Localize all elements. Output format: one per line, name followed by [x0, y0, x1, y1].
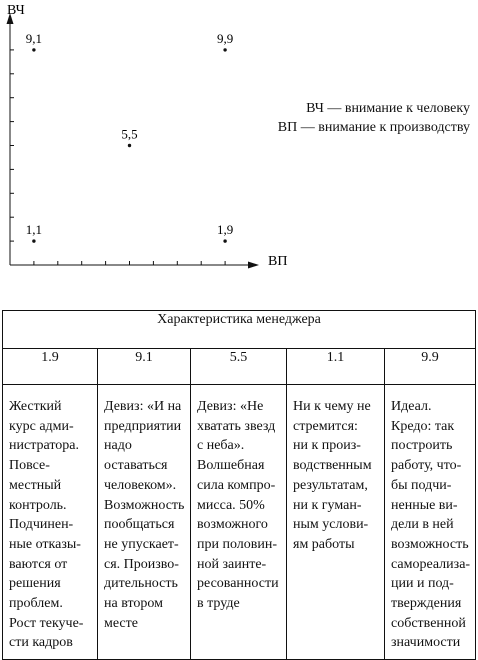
description-line: работу, что- — [391, 458, 462, 474]
description-line: Возможность — [104, 497, 185, 513]
description-line: ные отказы- — [9, 536, 81, 552]
description-line: проблем. — [9, 596, 63, 612]
description-line: ни к произ- — [293, 438, 361, 454]
grid-point-label: 1,9 — [216, 222, 234, 238]
description-line: мисса. 50% — [197, 497, 265, 513]
description-line: Ни к чему не — [293, 399, 371, 414]
column-header-5-5: 5.5 — [191, 349, 287, 385]
description-line: ции и под- — [391, 576, 454, 592]
x-axis-arrow — [248, 262, 259, 269]
description-9-1 — [98, 385, 191, 660]
description-line: результатам, — [293, 477, 368, 493]
description-line: оставаться — [104, 458, 168, 474]
y-axis-label: ВЧ — [7, 3, 25, 18]
y-axis-ticks — [10, 50, 14, 241]
description-9-9 — [385, 385, 476, 660]
description-line: дительность — [104, 576, 178, 592]
description-line: человеком». — [104, 477, 177, 493]
legend-item-vch: ВЧ — внимание к человеку — [306, 101, 470, 116]
description-line: Подчинен- — [9, 517, 74, 533]
description-line: в труде — [197, 596, 240, 612]
description-line: Девиз: «Не — [197, 399, 264, 414]
description-line: водственным — [293, 458, 372, 474]
manager-characteristics-table — [2, 310, 476, 660]
grid-point — [32, 48, 35, 51]
x-axis-ticks — [34, 261, 225, 265]
column-header-1-9: 1.9 — [3, 349, 98, 385]
description-1-1 — [287, 385, 385, 660]
description-line: собственной — [391, 615, 466, 631]
description-line: значимости — [391, 635, 461, 651]
description-line: возможного — [197, 517, 268, 533]
description-1-9 — [3, 385, 98, 660]
description-line: сти кадров — [9, 635, 73, 651]
grid-point — [223, 239, 226, 242]
grid-point — [223, 48, 226, 51]
description-line: стремится: — [293, 418, 358, 434]
description-line: построить — [391, 438, 453, 454]
description-5-5 — [191, 385, 287, 660]
column-header-9-1: 9.1 — [98, 349, 191, 385]
description-line: хватать звезд — [197, 418, 276, 434]
description-line: ваются от — [9, 556, 68, 572]
description-line: Рост текуче- — [9, 615, 84, 631]
description-line: Жесткий — [9, 399, 62, 414]
description-line: ресованности — [197, 576, 279, 592]
description-line: Кредо: так — [391, 418, 455, 434]
description-line: при половин- — [197, 536, 278, 552]
description-line: не упускает- — [104, 536, 179, 552]
grid-points — [26, 31, 233, 243]
legend-item-vp: ВП — внимание к производству — [277, 120, 470, 135]
description-line: Повсе- — [9, 458, 50, 474]
description-line: предприятии — [104, 418, 182, 434]
description-line: ни к гуман- — [293, 497, 362, 513]
description-line: ным услови- — [293, 517, 369, 533]
column-header-1-1: 1.1 — [287, 349, 385, 385]
description-line: контроль. — [9, 497, 67, 513]
description-line: надо — [104, 438, 132, 454]
description-line: Волшебная — [197, 458, 265, 474]
description-line: курс адми- — [9, 418, 74, 434]
description-line: дели в ней — [391, 517, 454, 533]
description-line: бы подчи- — [391, 477, 452, 493]
grid-point-label: 9,1 — [25, 30, 43, 46]
description-line: ся. Произво- — [104, 556, 179, 572]
description-line: самореализа- — [391, 556, 471, 572]
grid-point — [32, 239, 35, 242]
description-line: ям работы — [293, 536, 355, 552]
description-line: Девиз: «И на — [104, 399, 182, 414]
description-line: возможность — [391, 536, 469, 552]
column-header-9-9: 9.9 — [385, 349, 476, 385]
table-caption: Характеристика менеджера — [3, 311, 476, 349]
description-line: с неба». — [197, 438, 245, 454]
description-line: тверждения — [391, 596, 462, 612]
description-line: нистратора. — [9, 438, 79, 454]
grid-point — [128, 144, 131, 147]
grid-point-label: 5,5 — [121, 126, 138, 142]
description-line: пообщаться — [104, 517, 175, 533]
grid-point-label: 9,9 — [216, 30, 234, 46]
description-line: Идеал. — [391, 399, 432, 414]
legend — [240, 99, 470, 137]
description-line: местный — [9, 477, 62, 493]
grid-point-label: 1,1 — [25, 222, 43, 238]
description-line: месте — [104, 615, 138, 631]
managerial-grid-diagram — [0, 0, 478, 300]
x-axis-label: ВП — [268, 254, 288, 269]
description-line: сила компро- — [197, 477, 276, 493]
description-line: ной заинте- — [197, 556, 267, 572]
description-line: решения — [9, 576, 61, 592]
description-line: на втором — [104, 596, 163, 612]
description-line: ненные ви- — [391, 497, 458, 513]
